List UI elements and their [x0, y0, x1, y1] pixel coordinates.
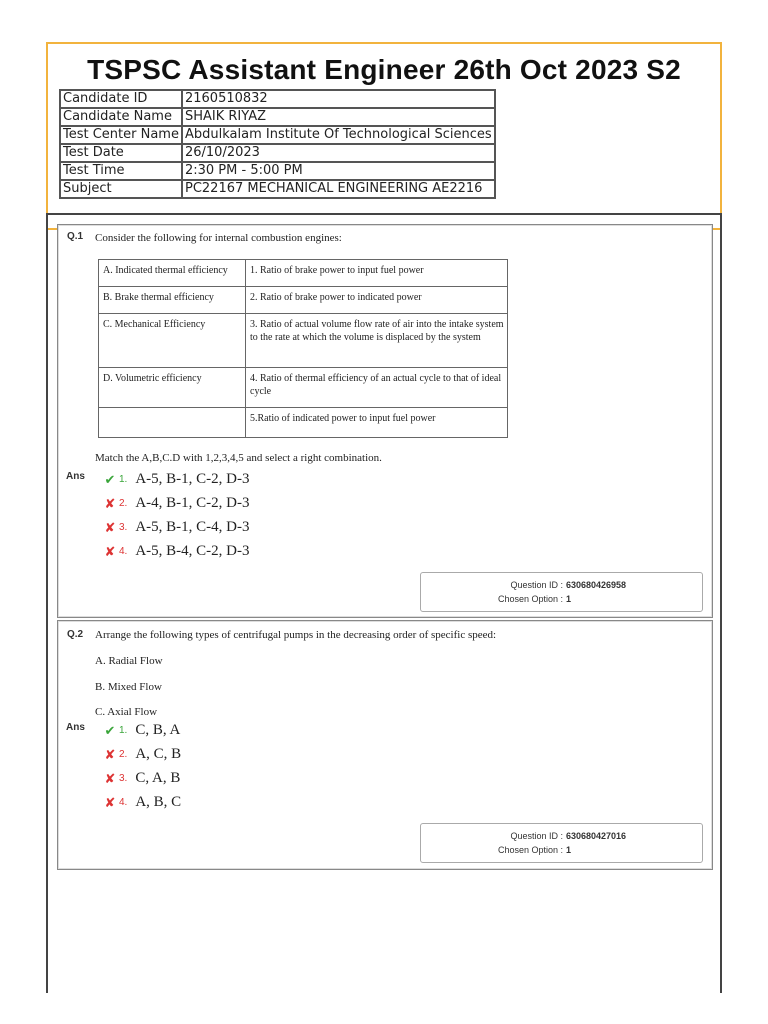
option-text: A-5, B-4, C-2, D-3 [135, 543, 250, 559]
question-meta-box [420, 823, 703, 863]
info-value: PC22167 MECHANICAL ENGINEERING AE2216 [182, 180, 495, 198]
question-meta-box [420, 572, 703, 612]
cross-icon: ✘ [104, 496, 116, 511]
chosen-option-value: 1 [566, 594, 572, 604]
page-title: TSPSC Assistant Engineer 26th Oct 2023 S2 [87, 54, 681, 85]
info-value: Abdulkalam Institute Of Technological Sciences [182, 126, 495, 144]
table-row [99, 287, 508, 314]
chosen-option-label: Chosen Option : [497, 594, 563, 604]
table-cell: D. Volumetric efficiency [99, 368, 246, 408]
table-row [99, 314, 508, 368]
option-text: A-4, B-1, C-2, D-3 [135, 495, 250, 511]
question-number: Q.1 [67, 231, 84, 242]
info-row [60, 108, 495, 126]
option-number: 1. [119, 474, 128, 485]
option-3 [102, 519, 250, 536]
list-item: B. Mixed Flow [95, 681, 162, 693]
ans-label: Ans [66, 722, 85, 733]
question-instruction: Match the A,B,C.D with 1,2,3,4,5 and select a right combination. [95, 452, 382, 464]
question-text: Arrange the following types of centrifugal pumps in the decreasing order of specific speed: [95, 629, 497, 641]
header-box [46, 42, 722, 230]
cross-icon: ✘ [104, 771, 116, 786]
ans-label: Ans [66, 471, 85, 482]
cross-icon: ✘ [104, 520, 116, 535]
table-cell: A. Indicated thermal efficiency [99, 260, 246, 287]
question-id-value: 630680427016 [566, 831, 627, 841]
option-text: A-5, B-1, C-4, D-3 [135, 519, 250, 535]
info-row [60, 162, 495, 180]
table-cell: 2. Ratio of brake power to indicated power [246, 287, 508, 314]
question-panel-2 [57, 620, 713, 870]
info-label: Candidate Name [60, 108, 182, 126]
info-value: 2:30 PM - 5:00 PM [182, 162, 495, 180]
option-text: A-5, B-1, C-2, D-3 [135, 471, 250, 487]
option-text: A, B, C [135, 794, 182, 810]
info-row [60, 126, 495, 144]
option-text: C, A, B [135, 770, 181, 786]
table-cell: 1. Ratio of brake power to input fuel power [246, 260, 508, 287]
question-text: Consider the following for internal combustion engines: [95, 232, 342, 244]
option-number: 3. [119, 773, 128, 784]
info-value: 26/10/2023 [182, 144, 495, 162]
table-cell: 5.Ratio of indicated power to input fuel power [246, 408, 508, 438]
table-row [99, 260, 508, 287]
match-table [98, 259, 508, 438]
question-panel-1 [57, 224, 713, 618]
option-4 [102, 794, 181, 811]
table-cell: B. Brake thermal efficiency [99, 287, 246, 314]
option-text: C, B, A [135, 722, 181, 738]
chosen-option-value: 1 [566, 845, 572, 855]
option-number: 3. [119, 522, 128, 533]
candidate-info-table [59, 89, 496, 199]
option-number: 4. [119, 797, 128, 808]
table-cell: 3. Ratio of actual volume flow rate of air into the intake system to the rate at which the volume is displaced by the system [246, 314, 508, 368]
info-value: 2160510832 [182, 90, 495, 108]
check-icon: ✔ [104, 472, 116, 487]
option-number: 4. [119, 546, 128, 557]
option-1 [102, 471, 250, 488]
info-label: Test Time [60, 162, 182, 180]
info-row [60, 90, 495, 108]
option-1 [102, 722, 180, 739]
list-item: A. Radial Flow [95, 655, 163, 667]
question-id-label: Question ID : [510, 831, 563, 841]
option-4 [102, 543, 250, 560]
table-cell [99, 408, 246, 438]
option-3 [102, 770, 180, 787]
info-label: Test Center Name [60, 126, 182, 144]
cross-icon: ✘ [104, 795, 116, 810]
option-number: 2. [119, 749, 128, 760]
question-id-value: 630680426958 [566, 580, 627, 590]
info-label: Test Date [60, 144, 182, 162]
list-item: C. Axial Flow [95, 706, 158, 718]
info-label: Subject [60, 180, 182, 198]
option-text: A, C, B [135, 746, 182, 762]
info-value: SHAIK RIYAZ [182, 108, 495, 126]
check-icon: ✔ [104, 723, 116, 738]
chosen-option-label: Chosen Option : [497, 845, 563, 855]
table-row [99, 368, 508, 408]
option-2 [102, 495, 250, 512]
info-label: Candidate ID [60, 90, 182, 108]
question-number: Q.2 [67, 629, 84, 640]
table-cell: C. Mechanical Efficiency [99, 314, 246, 368]
info-row [60, 180, 495, 198]
option-number: 1. [119, 725, 128, 736]
option-number: 2. [119, 498, 128, 509]
cross-icon: ✘ [104, 544, 116, 559]
option-2 [102, 746, 181, 763]
table-row [99, 408, 508, 438]
info-row [60, 144, 495, 162]
cross-icon: ✘ [104, 747, 116, 762]
question-id-label: Question ID : [510, 580, 563, 590]
table-cell: 4. Ratio of thermal efficiency of an actual cycle to that of ideal cycle [246, 368, 508, 408]
